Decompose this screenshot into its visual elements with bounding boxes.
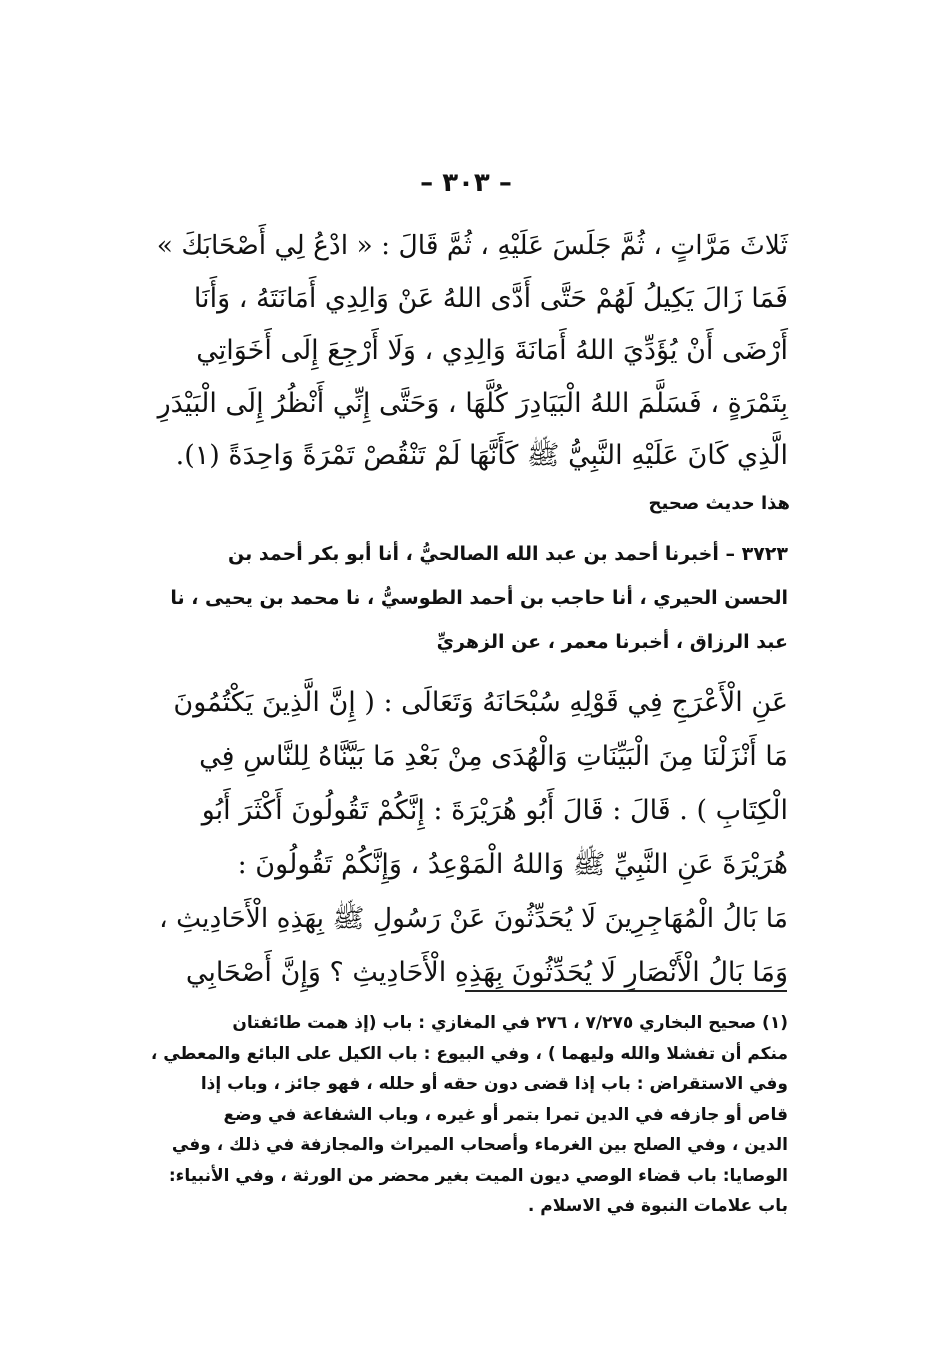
- footnote-line: وفي الاستقراض : باب إذا قضى دون حقه أو حلله ، فهو جائز ، وباب إذا: [200, 1074, 788, 1094]
- text-line: وَمَا بَالُ الْأَنْصَارِ لَا يُحَدِّثُونَ بِهَذِهِ الْأَحَادِيثِ ؟ وَإِنَّ أَصْحَابِي: [185, 957, 788, 988]
- hadith-grade: هذا حديث صحيح: [648, 493, 790, 514]
- footnote-line: باب علامات النبوة في الاسلام .: [527, 1196, 788, 1216]
- footnote-line: الوصايا: باب قضاء الوصي ديون الميت بغير محضر من الورثة ، وفي الأنبياء:: [168, 1165, 788, 1186]
- text-line: بِتَمْرَةٍ ، فَسَلَّمَ اللهُ الْبَيَادِرَ كُلَّهَا ، وَحَتَّى إِنِّي أَنْظُرُ إِلَى الْبَيْدَرِ: [157, 387, 788, 419]
- text-line: مَا بَالُ الْمُهَاجِرِينَ لَا يُحَدِّثُونَ عَنْ رَسُولِ ﷺ بِهَذِهِ الْأَحَادِيثِ ،: [159, 903, 788, 934]
- hadith-matn: [148, 676, 788, 1000]
- text-line: عَنِ الْأَعْرَجِ فِي قَوْلِهِ سُبْحَانَهُ وَتَعَالَى : ( إِنَّ الَّذِينَ يَكْتُمُونَ: [173, 687, 788, 718]
- isnad-line: الحسن الحيري ، أنا حاجب بن أحمد الطوسيُّ ، نا محمد بن يحيى ، نا: [170, 587, 788, 609]
- page-number: – ٣٠٣ –: [420, 168, 512, 198]
- isnad-line: ٣٧٢٣ – أخبرنا أحمد بن عبد الله الصالحيُّ ، أنا أبو بكر أحمد بن: [228, 543, 788, 565]
- text-line: مَا أَنْزَلْنَا مِنَ الْبَيِّنَاتِ وَالْهُدَى مِنْ بَعْدِ مَا بَيَّنَّاهُ لِلنَّاسِ فِي: [199, 741, 788, 772]
- text-line: أَرْضَى أَنْ يُؤَدِّيَ اللهُ أَمَانَةَ وَالِدِي ، وَلَا أَرْجِعَ إِلَى أَخَوَاتِي: [196, 335, 788, 366]
- text-line: فَمَا زَالَ يَكِيلُ لَهُمْ حَتَّى أَدَّى اللهُ عَنْ وَالِدِي أَمَانَتَهُ ، وَأَنَا: [193, 282, 788, 314]
- footnote-line: منكم أن تفشلا والله وليهما ) ، وفي البيوع : باب الكيل على البائع والمعطي ،: [150, 1043, 788, 1064]
- footnote-divider: [465, 990, 787, 992]
- isnad-line: عبد الرزاق ، أخبرنا معمر ، عن الزهريِّ: [436, 631, 788, 653]
- text-line: هُرَيْرَةَ عَنِ النَّبِيِّ ﷺ وَاللهُ الْمَوْعِدُ ، وَإِنَّكُمْ تَقُولُونَ :: [237, 849, 788, 880]
- text-line: الَّذِي كَانَ عَلَيْهِ النَّبِيُّ ﷺ كَأَنَّهَا لَمْ تَنْقُصْ تَمْرَةً وَاحِدَةً (١).: [175, 440, 788, 471]
- text-line: ثَلاثَ مَرَّاتٍ ، ثُمَّ جَلَسَ عَلَيْهِ ، ثُمَّ قَالَ : « ادْعُ لِي أَصْحَابَكَ »: [156, 230, 788, 261]
- footnote: [148, 1008, 788, 1222]
- hadith-text-continued: [148, 220, 788, 483]
- footnote-line: قاص أو جازفه في الدين تمرا بتمر أو غيره ، وباب الشفاعة في وضع: [223, 1104, 788, 1125]
- hadith-isnad: [148, 532, 788, 664]
- footnote-line: الدين ، وفي الصلح بين الغرماء وأصحاب الميراث والمجازفة في ذلك ، وفي: [171, 1135, 788, 1155]
- footnote-line: (١) صحيح البخاري ٧/٢٧٥ ، ٢٧٦ في المغازي : باب (إذ همت طائفتان: [232, 1013, 788, 1033]
- text-line: الْكِتَابِ ) . قَالَ : قَالَ أَبُو هُرَيْرَةَ : إِنَّكُمْ تَقُولُونَ أَكْثَرَ أَبُو: [201, 795, 788, 826]
